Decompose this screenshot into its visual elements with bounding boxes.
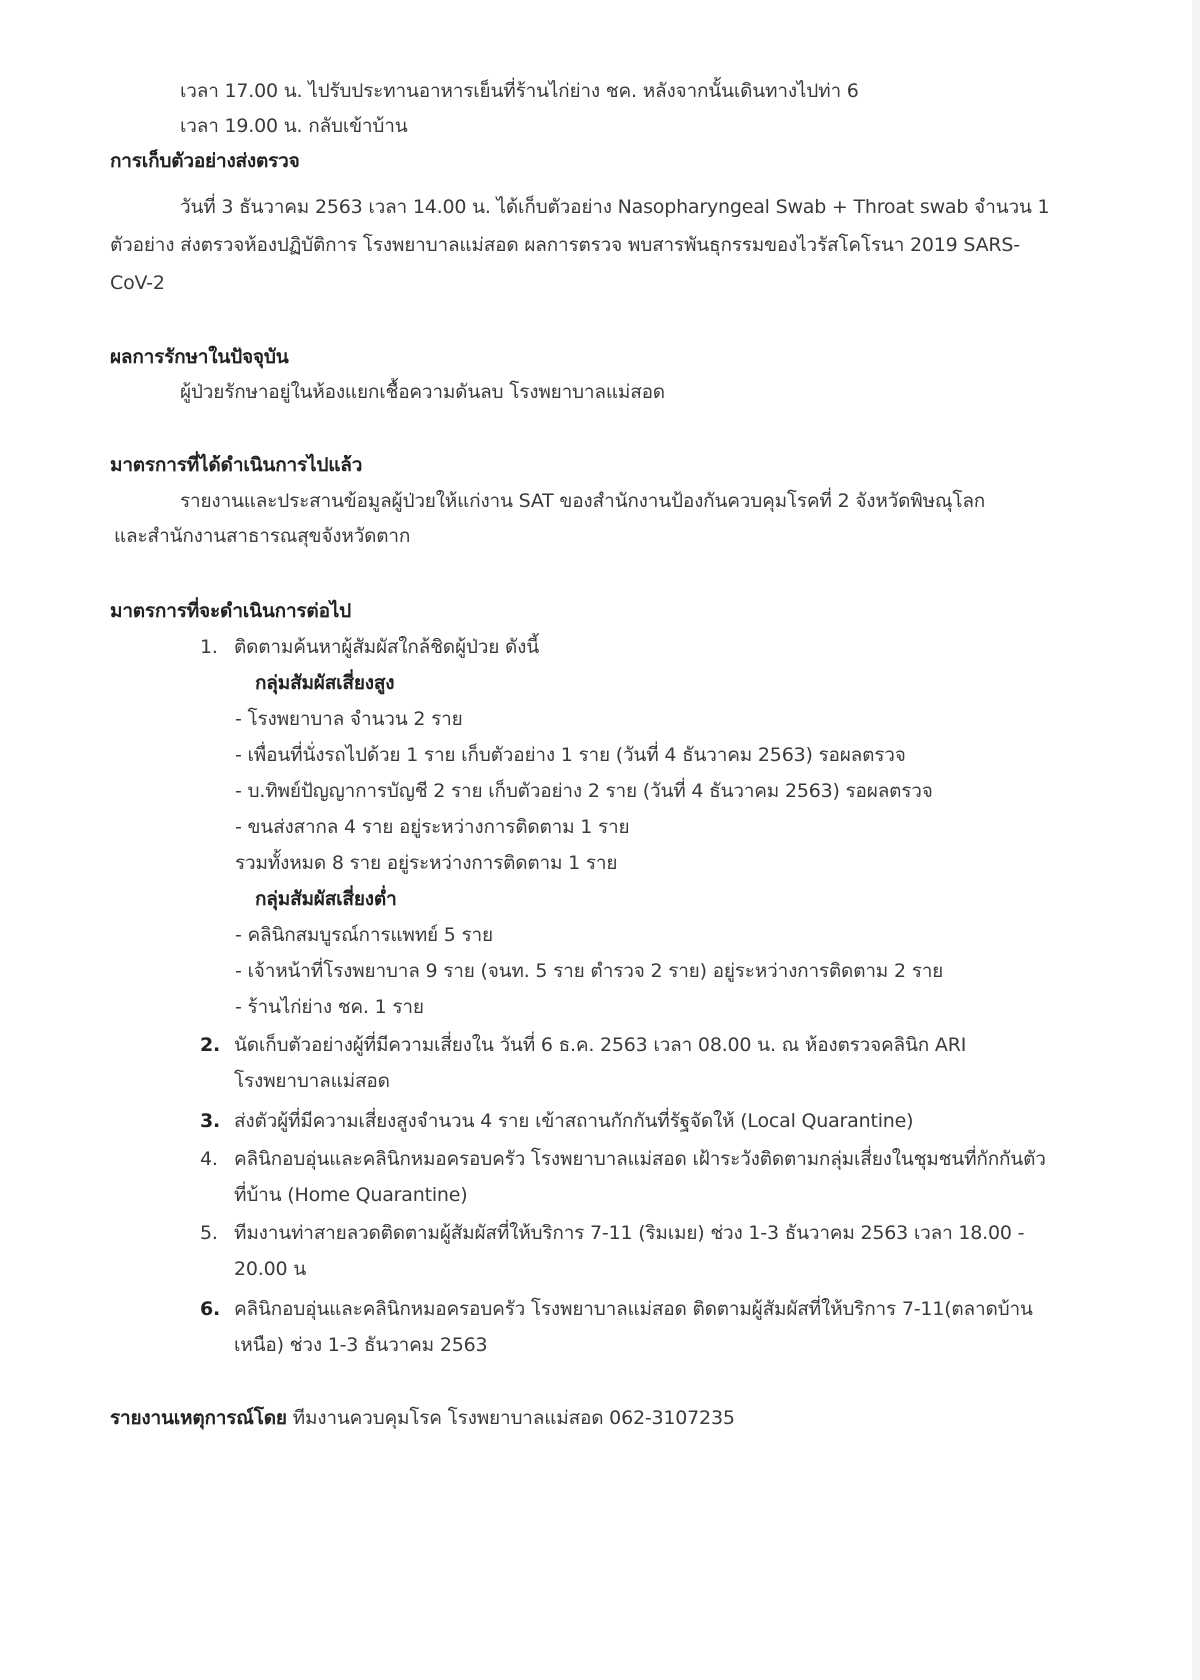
list-item-5-cont: 20.00 น: [234, 1258, 307, 1280]
contact-line: - ร้านไก่ย่าง ชค. 1 ราย: [235, 996, 424, 1018]
paragraph-line: ผู้ป่วยรักษาอยู่ในห้องแยกเชื้อความดันลบ โรงพยาบาลแม่สอด: [180, 381, 665, 403]
heading-measures-next: มาตรการที่จะดำเนินการต่อไป: [110, 600, 352, 622]
list-item-2: [200, 1032, 966, 1058]
timeline-line: เวลา 17.00 น. ไปรับประทานอาหารเย็นที่ร้านไก่ย่าง ชค. หลังจากนั้นเดินทางไปท่า 6: [180, 80, 859, 102]
paragraph-line: และสำนักงานสาธารณสุขจังหวัดตาก: [114, 525, 411, 547]
total-line: รวมทั้งหมด 8 ราย อยู่ระหว่างการติดตาม 1 ราย: [235, 852, 618, 874]
contact-line: - โรงพยาบาล จำนวน 2 ราย: [235, 708, 463, 730]
list-text: ทีมงานท่าสายลวดติดตามผู้สัมผัสที่ให้บริการ 7-11 (ริมเมย) ช่วง 1-3 ธันวาคม 2563 เวลา 18.00 -: [234, 1222, 1025, 1244]
list-item-4-cont: ที่บ้าน (Home Quarantine): [234, 1184, 468, 1206]
list-item-4: [200, 1146, 1046, 1172]
heading-sample-collection: การเก็บตัวอย่างส่งตรวจ: [110, 150, 300, 172]
paragraph-line: ตัวอย่าง ส่งตรวจห้องปฏิบัติการ โรงพยาบาลแม่สอด ผลการตรวจ พบสารพันธุกรรมของไวรัสโคโรนา 2019 SARS-: [110, 234, 1020, 256]
heading-current-treatment: ผลการรักษาในปัจจุบัน: [110, 346, 289, 368]
list-number: 3.: [200, 1110, 221, 1132]
subheading-high-risk: กลุ่มสัมผัสเสี่ยงสูง: [255, 672, 395, 694]
page-edge: [1192, 0, 1200, 1680]
list-number: 2.: [200, 1034, 221, 1056]
list-item-1: [200, 634, 539, 660]
footer-label: รายงานเหตุการณ์โดย: [110, 1407, 287, 1429]
contact-line: - บ.ทิพย์ปัญญาการบัญชี 2 ราย เก็บตัวอย่าง 2 ราย (วันที่ 4 ธันวาคม 2563) รอผลตรวจ: [235, 780, 933, 802]
list-text: นัดเก็บตัวอย่างผู้ที่มีความเสี่ยงใน วันที่ 6 ธ.ค. 2563 เวลา 08.00 น. ณ ห้องตรวจคลินิก ARI: [234, 1034, 967, 1056]
contact-line: - คลินิกสมบูรณ์การแพทย์ 5 ราย: [235, 924, 493, 946]
list-text: ติดตามค้นหาผู้สัมผัสใกล้ชิดผู้ป่วย ดังนี้: [234, 636, 539, 658]
list-item-2-cont: โรงพยาบาลแม่สอด: [234, 1070, 390, 1092]
list-item-3: [200, 1108, 913, 1134]
contact-line: - เจ้าหน้าที่โรงพยาบาล 9 ราย (จนท. 5 ราย ตำรวจ 2 ราย) อยู่ระหว่างการติดตาม 2 ราย: [235, 960, 944, 982]
list-item-5: [200, 1220, 1024, 1246]
footer-text: ทีมงานควบคุมโรค โรงพยาบาลแม่สอด 062-3107235: [286, 1407, 735, 1429]
paragraph-line: รายงานและประสานข้อมูลผู้ป่วยให้แก่งาน SAT ของสำนักงานป้องกันควบคุมโรคที่ 2 จังหวัดพิษณุโลก: [180, 490, 986, 512]
list-number: 4.: [200, 1148, 218, 1170]
list-number: 6.: [200, 1298, 221, 1320]
list-number: 1.: [200, 636, 218, 658]
paragraph-line: วันที่ 3 ธันวาคม 2563 เวลา 14.00 น. ได้เก็บตัวอย่าง Nasopharyngeal Swab + Throat swab จำนวน 1: [180, 196, 1050, 218]
contact-line: - เพื่อนที่นั่งรถไปด้วย 1 ราย เก็บตัวอย่าง 1 ราย (วันที่ 4 ธันวาคม 2563) รอผลตรวจ: [235, 744, 906, 766]
heading-measures-done: มาตรการที่ได้ดำเนินการไปแล้ว: [110, 454, 363, 476]
list-item-6: [200, 1296, 1033, 1322]
subheading-low-risk: กลุ่มสัมผัสเสี่ยงต่ำ: [255, 888, 397, 910]
list-text: ส่งตัวผู้ที่มีความเสี่ยงสูงจำนวน 4 ราย เข้าสถานกักกันที่รัฐจัดให้ (Local Quarantine): [234, 1110, 914, 1132]
report-footer: [110, 1405, 735, 1431]
list-number: 5.: [200, 1222, 218, 1244]
list-item-6-cont: เหนือ) ช่วง 1-3 ธันวาคม 2563: [234, 1334, 488, 1356]
paragraph-line: CoV-2: [110, 272, 165, 294]
list-text: คลินิกอบอุ่นและคลินิกหมอครอบครัว โรงพยาบาลแม่สอด ติดตามผู้สัมผัสที่ให้บริการ 7-11(ตลาดบ้าน: [234, 1298, 1033, 1320]
contact-line: - ขนส่งสากล 4 ราย อยู่ระหว่างการติดตาม 1 ราย: [235, 816, 630, 838]
timeline-line: เวลา 19.00 น. กลับเข้าบ้าน: [180, 115, 408, 137]
list-text: คลินิกอบอุ่นและคลินิกหมอครอบครัว โรงพยาบาลแม่สอด เฝ้าระวังติดตามกลุ่มเสี่ยงในชุมชนที่กักกันตัว: [234, 1148, 1046, 1170]
